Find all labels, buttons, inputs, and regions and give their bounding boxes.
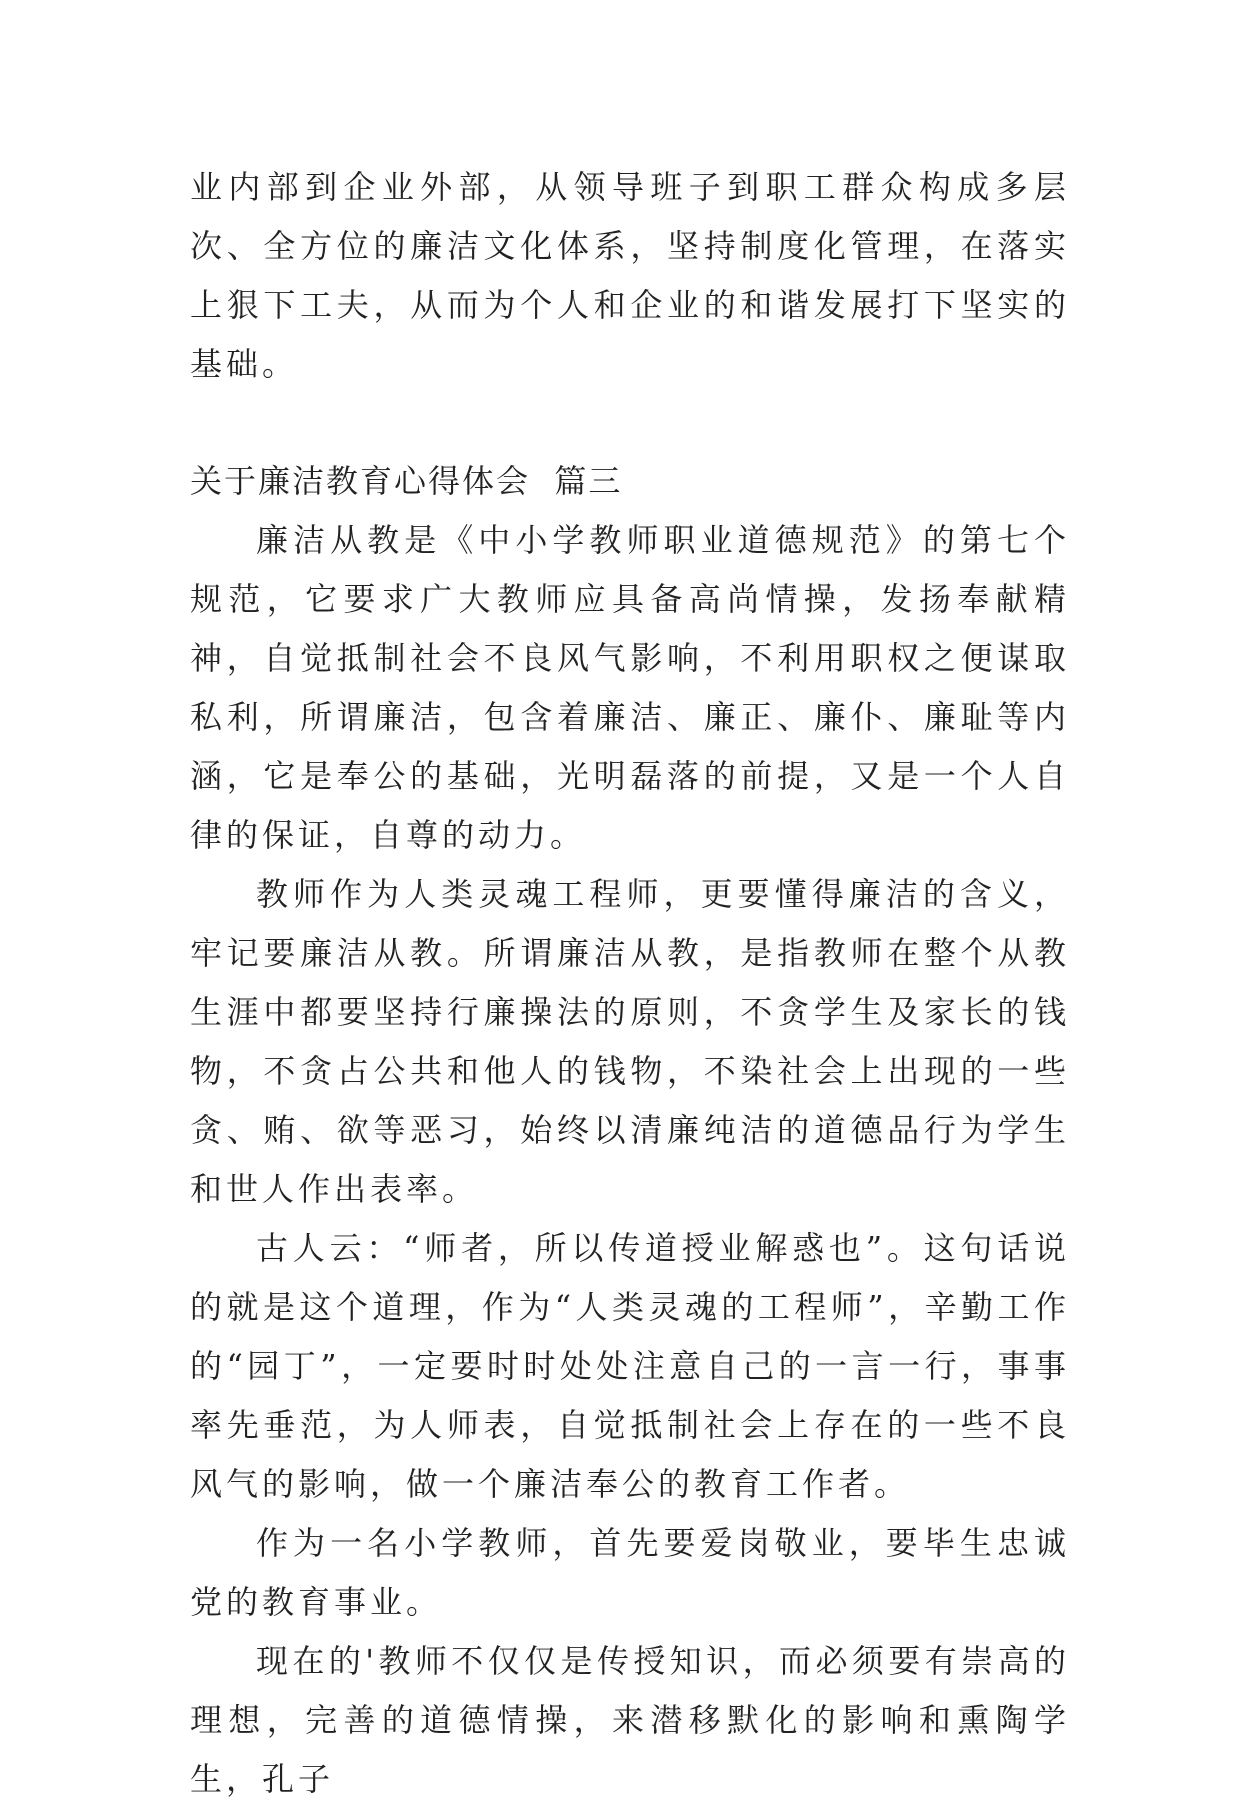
body-paragraph-2: 教师作为人类灵魂工程师，更要懂得廉洁的含义，牢记要廉洁从教。所谓廉洁从教，是指教师在整个从教生涯中都要坚持行廉操法的原则，不贪学生及家长的钱物，不贪占公共和他人的钱物，不染社会上出现的一些贪、贿、欲等恶习，始终以清廉纯洁的道德品行为学生和世人作出表率。 (190, 875, 1070, 1208)
body-paragraph-1: 廉洁从教是《中小学教师职业道德规范》的第七个规范，它要求广大教师应具备高尚情操，发扬奉献精神，自觉抵制社会不良风气影响，不利用职权之便谋取私利，所谓廉洁，包含着廉洁、廉正、廉仆、廉耻等内涵，它是奉公的基础，光明磊落的前提，又是一个人自律的保证，自尊的动力。 (190, 521, 1070, 854)
section-heading: 关于廉洁教育心得体会 篇三 (190, 462, 623, 500)
section-spacer (190, 394, 1070, 452)
document-body (190, 158, 1070, 1809)
body-paragraph-4: 作为一名小学教师，首先要爱岗敬业，要毕生忠诚党的教育事业。 (190, 1524, 1070, 1621)
body-paragraph-5: 现在的'教师不仅仅是传授知识，而必须要有崇高的理想，完善的道德情操，来潜移默化的影响和熏陶学生，孔子 (190, 1642, 1070, 1798)
body-paragraph-3: 古人云：“师者，所以传道授业解惑也”。这句话说的就是这个道理，作为“人类灵魂的工程师”，辛勤工作的“园丁”，一定要时时处处注意自己的一言一行，事事率先垂范，为人师表，自觉抵制社会上存在的一些不良风气的影响，做一个廉洁奉公的教育工作者。 (190, 1229, 1070, 1503)
intro-paragraph: 业内部到企业外部，从领导班子到职工群众构成多层次、全方位的廉洁文化体系，坚持制度化管理，在落实上狠下工夫，从而为个人和企业的和谐发展打下坚实的基础。 (190, 168, 1070, 383)
